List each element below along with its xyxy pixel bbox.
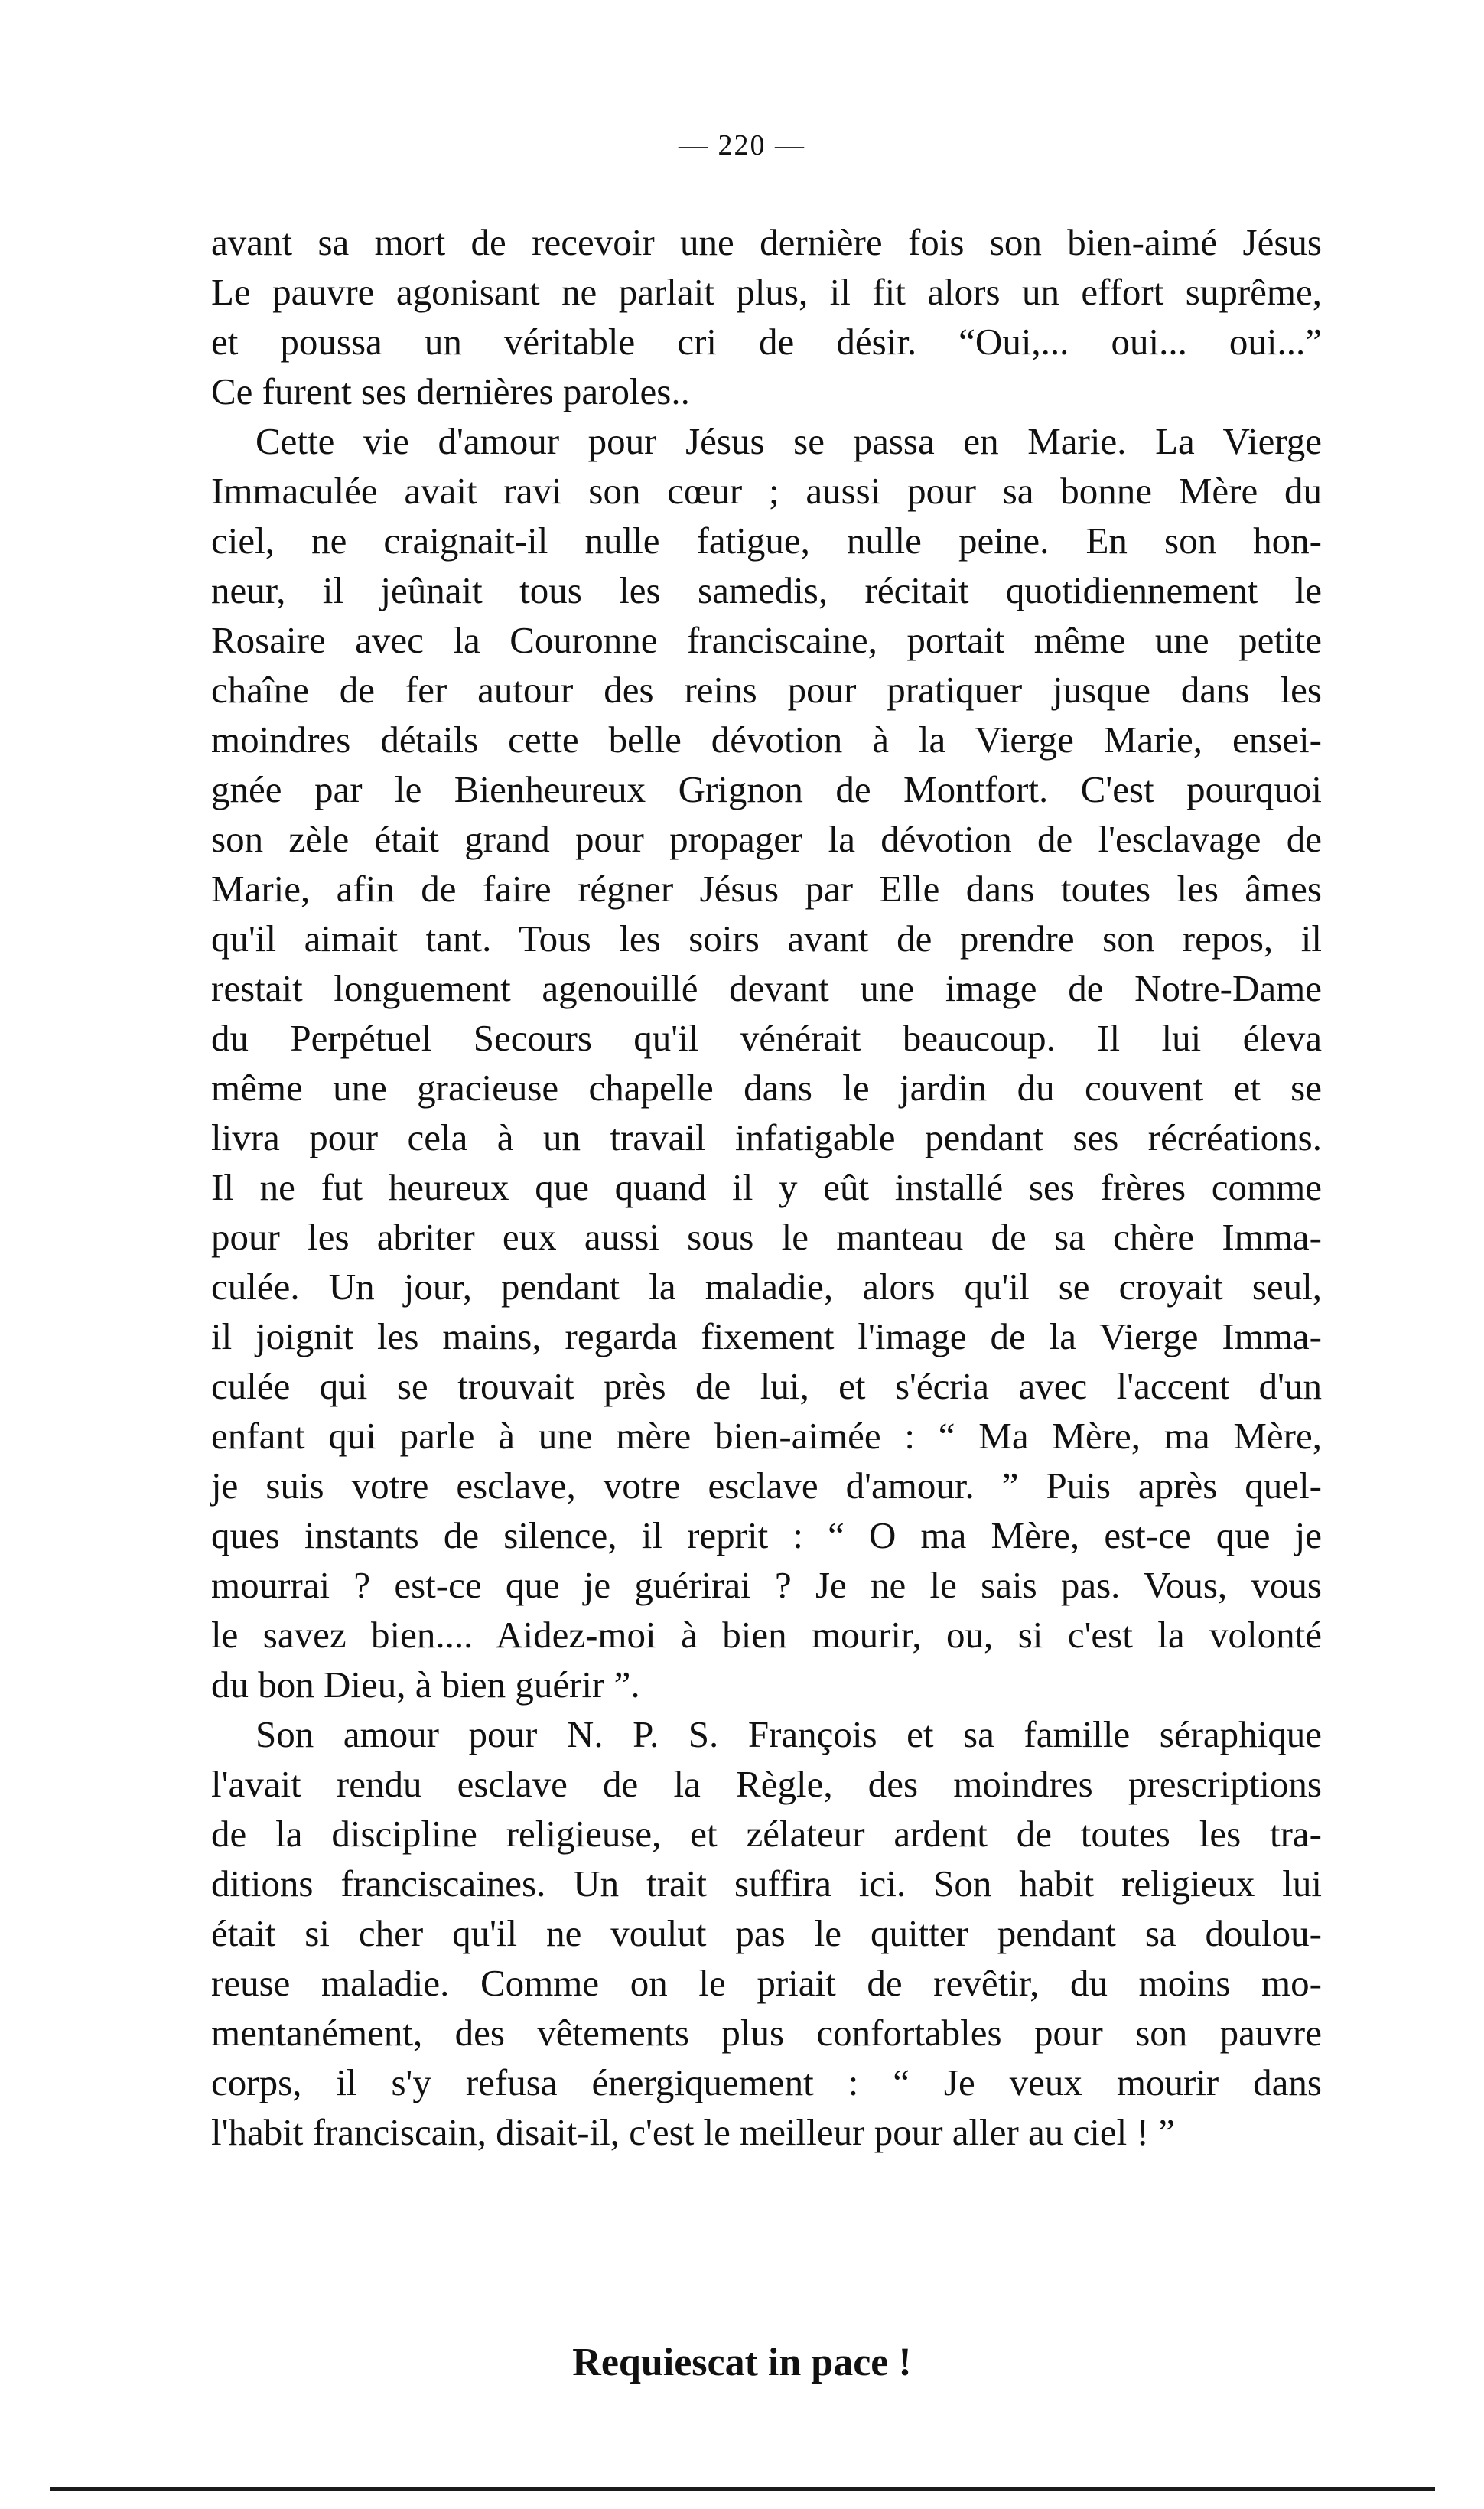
closing-line: Requiescat in pace !: [572, 2341, 912, 2384]
text-line: Rosaire avec la Couronne franciscaine, portait même une petite: [211, 619, 1322, 661]
text-line: enfant qui parle à une mère bien-aimée : “ Ma Mère, ma Mère,: [211, 1415, 1322, 1457]
text-line: Il ne fut heureux que quand il y eût installé ses frères comme: [211, 1166, 1322, 1208]
text-line: l'habit franciscain, disait-il, c'est le meilleur pour aller au ciel ! ”: [211, 2111, 1175, 2153]
text-line: pour les abriter eux aussi sous le manteau de sa chère Imma-: [211, 1216, 1322, 1258]
text-line: Marie, afin de faire régner Jésus par Elle dans toutes les âmes: [211, 868, 1322, 910]
text-line: ditions franciscaines. Un trait suffira ici. Son habit religieux lui: [211, 1862, 1322, 1905]
text-line: reuse maladie. Comme on le priait de revêtir, du moins mo-: [211, 1962, 1322, 2004]
text-line: Cette vie d'amour pour Jésus se passa en Marie. La Vierge: [255, 420, 1322, 462]
text-line: même une gracieuse chapelle dans le jardin du couvent et se: [211, 1067, 1322, 1109]
text-line: corps, il s'y refusa énergiquement : “ Je veux mourir dans: [211, 2061, 1322, 2103]
text-line: était si cher qu'il ne voulut pas le quitter pendant sa doulou-: [211, 1912, 1322, 1954]
bottom-rule: [50, 2487, 1435, 2491]
text-line: son zèle était grand pour propager la dévotion de l'esclavage de: [211, 818, 1322, 860]
text-line: du bon Dieu, à bien guérir ”.: [211, 1663, 640, 1706]
text-line: et poussa un véritable cri de désir. “Oui,... oui... oui...”: [211, 321, 1322, 363]
text-line: Le pauvre agonisant ne parlait plus, il fit alors un effort suprême,: [211, 271, 1322, 313]
text-line: avant sa mort de recevoir une dernière fois son bien-aimé Jésus: [211, 221, 1322, 263]
text-line: qu'il aimait tant. Tous les soirs avant de prendre son repos, il: [211, 917, 1322, 960]
text-line: je suis votre esclave, votre esclave d'amour. ” Puis après quel-: [211, 1465, 1322, 1507]
text-line: culée qui se trouvait près de lui, et s'écria avec l'accent d'un: [211, 1365, 1322, 1407]
text-line: restait longuement agenouillé devant une image de Notre-Dame: [211, 967, 1322, 1009]
text-line: moindres détails cette belle dévotion à la Vierge Marie, ensei-: [211, 718, 1322, 761]
text-line: chaîne de fer autour des reins pour pratiquer jusque dans les: [211, 669, 1322, 711]
text-line: du Perpétuel Secours qu'il vénérait beaucoup. Il lui éleva: [211, 1017, 1322, 1059]
text-line: gnée par le Bienheureux Grignon de Montfort. C'est pourquoi: [211, 768, 1322, 810]
text-line: mourrai ? est-ce que je guérirai ? Je ne le sais pas. Vous, vous: [211, 1564, 1322, 1606]
text-line: il joignit les mains, regarda fixement l'image de la Vierge Imma-: [211, 1315, 1322, 1357]
body-text: [211, 217, 1322, 2157]
text-line: le savez bien.... Aidez-moi à bien mourir, ou, si c'est la volonté: [211, 1614, 1322, 1656]
text-line: Ce furent ses dernières paroles..: [211, 370, 690, 412]
text-line: Son amour pour N. P. S. François et sa famille séraphique: [255, 1713, 1322, 1755]
text-line: mentanément, des vêtements plus confortables pour son pauvre: [211, 2012, 1322, 2054]
text-line: culée. Un jour, pendant la maladie, alors qu'il se croyait seul,: [211, 1266, 1322, 1308]
page-number: — 220 —: [679, 129, 805, 161]
text-line: neur, il jeûnait tous les samedis, récitait quotidiennement le: [211, 569, 1322, 611]
text-line: Immaculée avait ravi son cœur ; aussi pour sa bonne Mère du: [211, 470, 1322, 512]
text-line: ques instants de silence, il reprit : “ O ma Mère, est-ce que je: [211, 1514, 1322, 1556]
text-line: ciel, ne craignait-il nulle fatigue, nulle peine. En son hon-: [211, 520, 1322, 562]
text-line: l'avait rendu esclave de la Règle, des moindres prescriptions: [211, 1763, 1322, 1805]
text-line: livra pour cela à un travail infatigable pendant ses récréations.: [211, 1116, 1322, 1158]
text-line: de la discipline religieuse, et zélateur ardent de toutes les tra-: [211, 1813, 1322, 1855]
